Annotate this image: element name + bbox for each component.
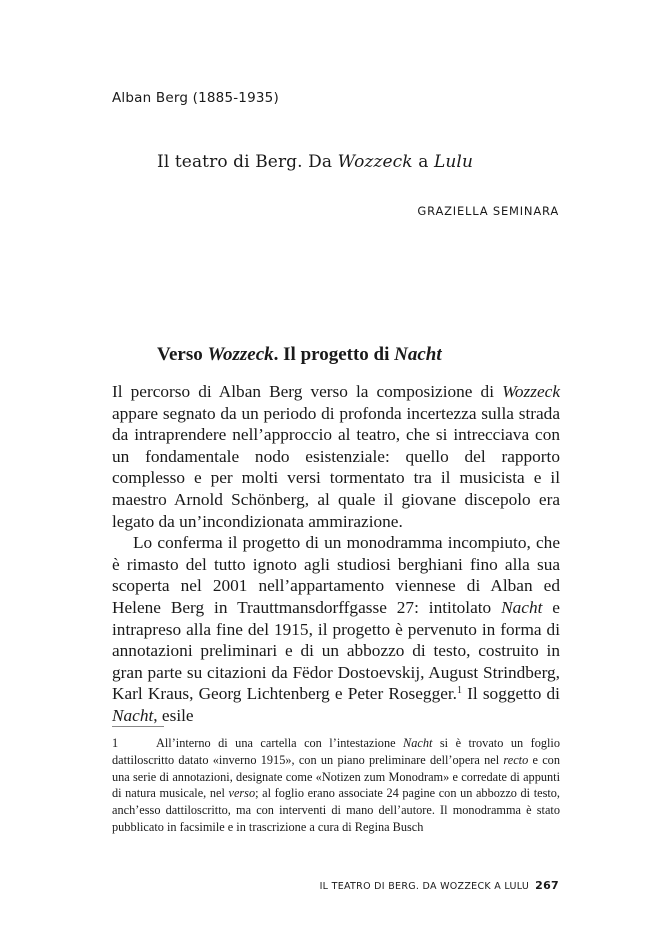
footnote-number: 1 <box>112 736 119 750</box>
footnote-reference[interactable]: 1 <box>457 685 462 697</box>
section-title-connector: . Il progetto di <box>273 344 395 365</box>
paragraph-2-nacht: Nacht <box>501 597 543 617</box>
article-title <box>157 152 473 172</box>
paragraph-2 <box>112 532 560 726</box>
paragraph-1-text-1: Il percorso di Alban Berg verso la composizione di <box>112 382 503 401</box>
author-name: GRAZIELLA SEMINARA <box>417 204 559 218</box>
section-title <box>157 344 442 366</box>
body-text <box>112 381 560 727</box>
footnote-1 <box>112 735 560 836</box>
page-footer <box>320 879 559 892</box>
article-title-connector: a <box>412 152 434 172</box>
footnote <box>112 735 560 836</box>
paragraph-1-text-2: appare segnato da un periodo di profonda incertezza sulla strada da intraprendere nell’approccio al teatro, che si intrecciava con un fondamentale nodo esistenziale: quello del rapporto complesso e per molti versi tormentato tra il musicista e il maestro Arnold Schönberg, al quale il giovane discepolo era legato da un’incondizionata ammirazione. <box>112 403 560 531</box>
paragraph-2-text-3: Il soggetto di <box>462 684 560 704</box>
running-head: Alban Berg (1885-1935) <box>112 90 279 106</box>
article-title-lulu: Lulu <box>433 152 473 172</box>
paragraph-2-text-4: , esile <box>153 705 194 725</box>
footnote-text-3: e con una serie di annotazioni, designate come «Notizen zum Monodram» e corredate di appunti di natura musicale, nel <box>112 752 560 801</box>
section-title-nacht: Nacht <box>394 344 442 365</box>
footnote-verso: verso <box>228 786 256 801</box>
footnote-text-4: ; al foglio erano associate 24 pagine con un abbozzo di testo, anch’esso dattiloscritto, ma con interventi di mano dell’autore. Il monodramma è stato pubblicato in facsimile e in trascrizione a cura di Regina Busch <box>112 786 560 834</box>
section-title-wozzeck: Wozzeck <box>207 344 274 365</box>
paragraph-1-wozzeck: Wozzeck <box>502 382 560 401</box>
paragraph-2-nacht-2: Nacht <box>112 705 154 725</box>
footnote-recto: recto <box>503 752 529 767</box>
section-title-text: Verso <box>157 344 208 365</box>
footnote-nacht: Nacht <box>403 736 433 750</box>
article-title-text: Il teatro di Berg. Da <box>157 152 338 172</box>
article-title-wozzeck: Wozzeck <box>337 152 413 172</box>
footer-running-title: IL TEATRO DI BERG. DA WOZZECK A LULU <box>319 881 530 892</box>
paragraph-2-text-2: e intrapreso alla fine del 1915, il progetto è pervenuto in forma di annotazioni preliminari e di un abbozzo di testo, costruito in gran parte su citazioni da Fëdor Dostoevskij, August Strindberg, Karl Kraus, Georg Lichtenberg e Peter Rosegger. <box>112 597 560 704</box>
footnote-text-1: All’interno di una cartella con l’intestazione <box>156 736 404 750</box>
footnote-divider <box>112 726 164 727</box>
page-number: 267 <box>535 879 559 892</box>
footnote-text-2: si è trovato un foglio dattiloscritto datato «inverno 1915», con un piano preliminare dell’opera nel <box>112 736 560 767</box>
paragraph-2-text-1: Lo conferma il progetto di un monodramma incompiuto, che è rimasto del tutto ignoto agli studiosi berghiani fino alla sua scoperta nel 2001 nell’appartamento viennese di Alban ed Helene Berg in Trauttmansdorffgasse 27: intitolato <box>112 533 560 617</box>
paragraph-1 <box>112 381 560 532</box>
